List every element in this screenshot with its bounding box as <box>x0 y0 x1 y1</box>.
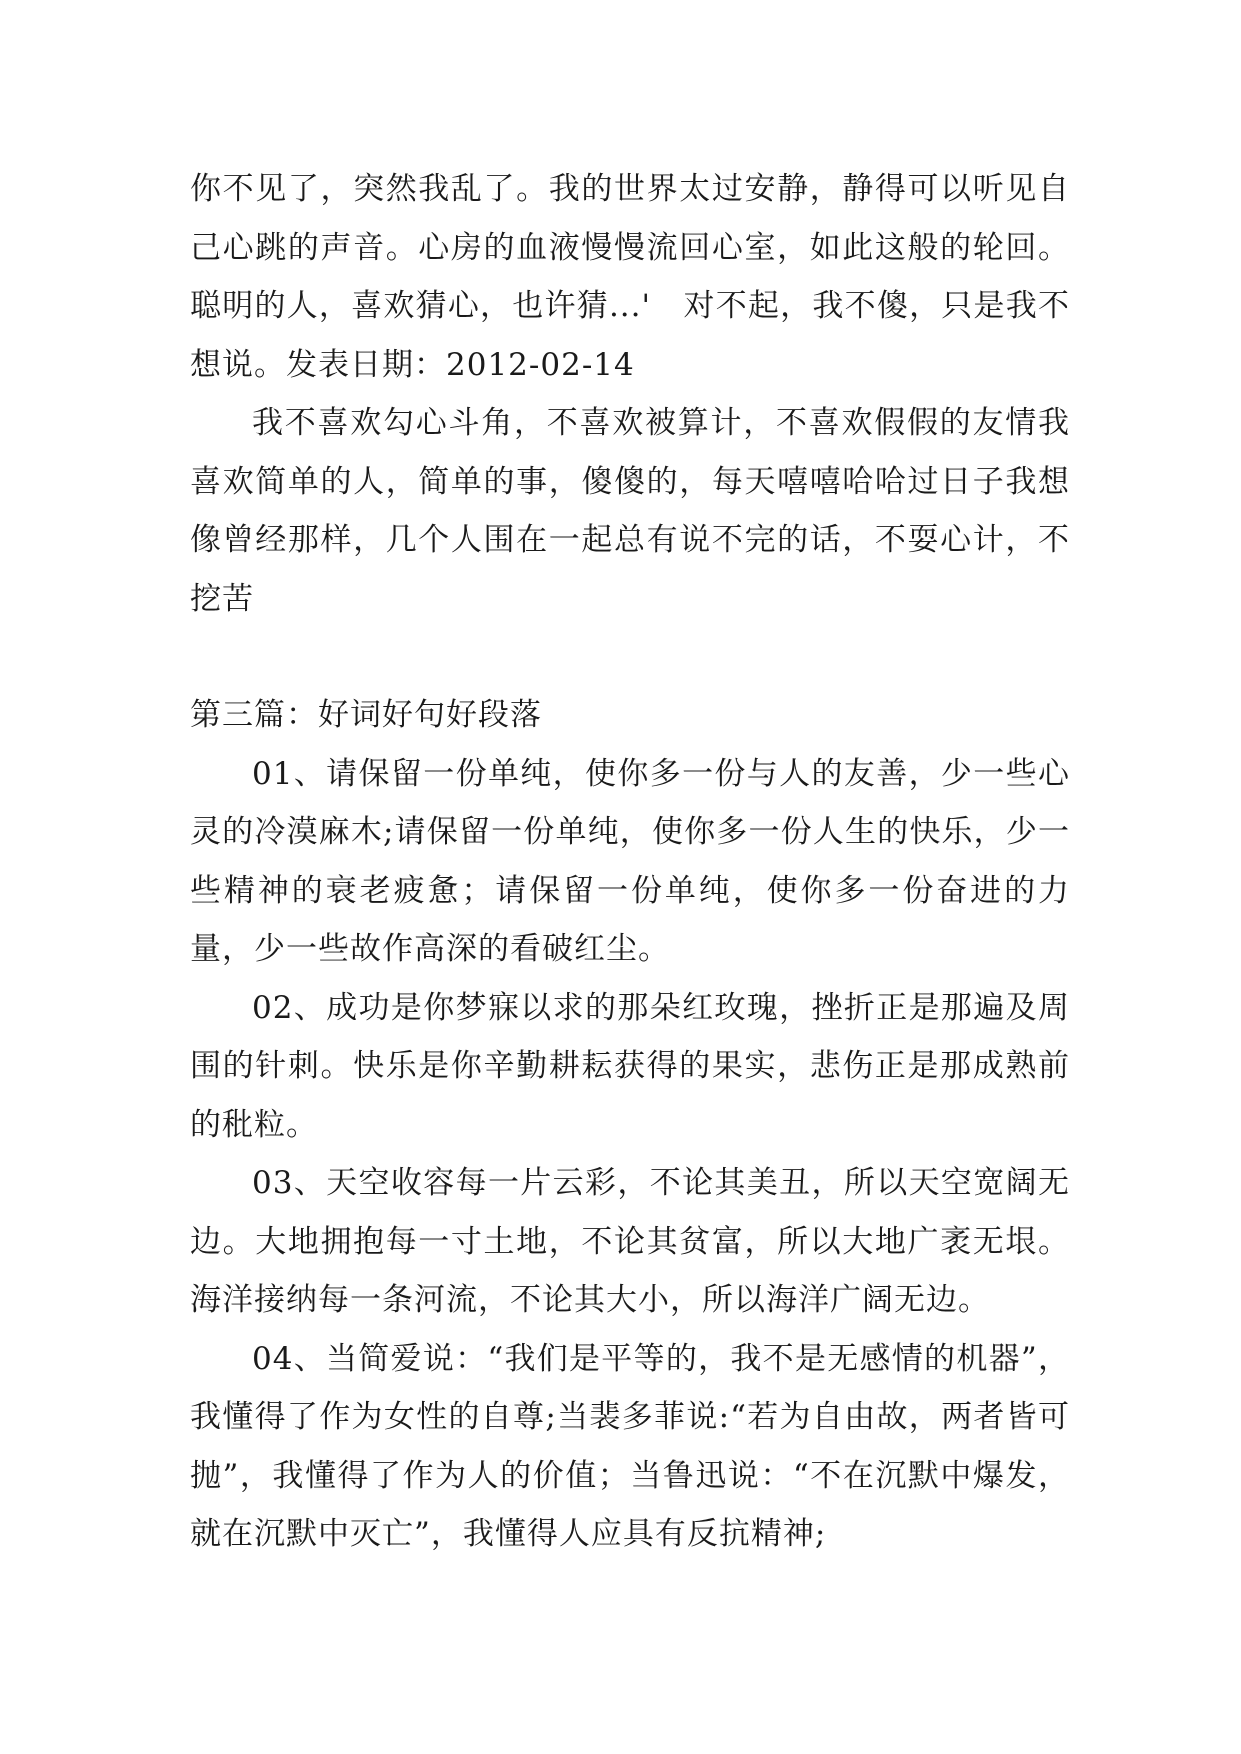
document-page <box>190 160 1070 1564</box>
section-gap <box>190 628 1070 686</box>
paragraph-03: 03、天空收容每一片云彩，不论其美丑，所以天空宽阔无边。大地拥抱每一寸土地，不论其贫富，所以大地广袤无垠。海洋接纳每一条河流，不论其大小，所以海洋广阔无边。 <box>190 1165 1070 1318</box>
paragraph-dislikes: 我不喜欢勾心斗角，不喜欢被算计，不喜欢假假的友情我喜欢简单的人，简单的事，傻傻的，每天嘻嘻哈哈过日子我想像曾经那样，几个人围在一起总有说不完的话，不耍心计，不挖苦 <box>190 405 1070 617</box>
section-title: 第三篇：好词好句好段落 <box>190 697 542 733</box>
paragraph-02: 02、成功是你梦寐以求的那朵红玫瑰，挫折正是那遍及周围的针刺。快乐是你辛勤耕耘获得的果实，悲伤正是那成熟前的秕粒。 <box>190 989 1070 1143</box>
paragraph-01: 01、请保留一份单纯，使你多一份与人的友善，少一些心灵的冷漠麻木;请保留一份单纯，使你多一份人生的快乐，少一些精神的衰老疲惫；请保留一份单纯，使你多一份奋进的力量，少一些故作高深的看破红尘。 <box>190 755 1070 967</box>
paragraph-04: 04、当简爱说：“我们是平等的，我不是无感情的机器”，我懂得了作为女性的自尊;当裴多菲说:“若为自由故，两者皆可抛”，我懂得了作为人的价值；当鲁迅说：“不在沉默中爆发，就在沉默中灭亡”，我懂得人应具有反抗精神; <box>190 1340 1070 1552</box>
paragraph-intro: 你不见了，突然我乱了。我的世界太过安静，静得可以听见自己心跳的声音。心房的血液慢慢流回心室，如此这般的轮回。聪明的人，喜欢猜心，也许猜...' 对不起，我不傻，只是我不想说。发表日期：2012-02-14 <box>190 171 1070 383</box>
